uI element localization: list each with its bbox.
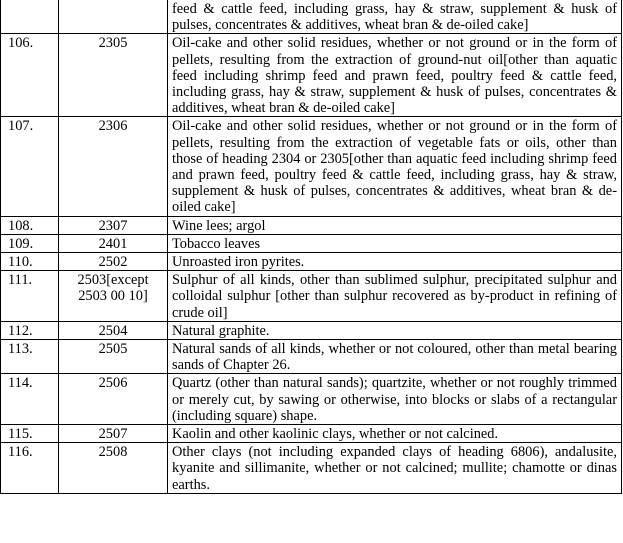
table-row [1,374,622,425]
table-row [1,443,622,494]
heading-code-cell: 2506 [59,374,168,425]
serial-number-cell [1,0,59,34]
serial-number-cell: 107. [1,117,59,216]
table-row [1,0,622,34]
description-cell: Kaolin and other kaolinic clays, whether or not calcined. [168,425,622,443]
serial-number-cell: 106. [1,34,59,117]
serial-number-cell: 116. [1,443,59,494]
table-row [1,253,622,271]
serial-number-cell: 111. [1,271,59,322]
description-cell: Wine lees; argol [168,216,622,234]
description-cell: Natural graphite. [168,321,622,339]
description-cell: Natural sands of all kinds, whether or not coloured, other than metal bearing sands of Chapter 26. [168,340,622,374]
heading-code-cell: 2505 [59,340,168,374]
description-cell: Unroasted iron pyrites. [168,253,622,271]
serial-number-cell: 112. [1,321,59,339]
serial-number-cell: 115. [1,425,59,443]
description-cell: Oil-cake and other solid residues, whether or not ground or in the form of pellets, resulting from the extraction of ground-nut oil[other than aquatic feed including shrimp feed and prawn feed, poultry feed & cattle feed, including grass, hay & straw, supplement & husk of pulses, concentrates & additives, wheat bran & de-oiled cake] [168,34,622,117]
serial-number-cell: 110. [1,253,59,271]
description-cell: Tobacco leaves [168,234,622,252]
description-cell: Other clays (not including expanded clays of heading 6806), andalusite, kyanite and sillimanite, whether or not calcined; mullite; chamotte or dinas earths. [168,443,622,494]
table-row [1,216,622,234]
heading-code-cell: 2507 [59,425,168,443]
table-row [1,321,622,339]
table-row [1,234,622,252]
heading-code-cell: 2503[except 2503 00 10] [59,271,168,322]
description-cell: Oil-cake and other solid residues, whether or not ground or in the form of pellets, resulting from the extraction of vegetable fats or oils, other than those of heading 2304 or 2305[other than aquatic feed including shrimp feed and prawn feed, poultry feed & cattle feed, including grass, hay & straw, supplement & husk of pulses, concentrates & additives, wheat bran & de-oiled cake] [168,117,622,216]
table-row [1,340,622,374]
heading-code-cell: 2504 [59,321,168,339]
serial-number-cell: 109. [1,234,59,252]
heading-code-cell: 2307 [59,216,168,234]
serial-number-cell: 114. [1,374,59,425]
table-row [1,271,622,322]
serial-number-cell: 113. [1,340,59,374]
heading-code-cell: 2306 [59,117,168,216]
heading-code-cell: 2401 [59,234,168,252]
description-cell: Quartz (other than natural sands); quartzite, whether or not roughly trimmed or merely cut, by sawing or otherwise, into blocks or slabs of a rectangular (including square) shape. [168,374,622,425]
description-cell: feed & cattle feed, including grass, hay & straw, supplement & husk of pulses, concentrates & additives, wheat bran & de-oiled cake] [168,0,622,34]
table-row [1,117,622,216]
heading-code-cell: 2508 [59,443,168,494]
heading-code-cell: 2305 [59,34,168,117]
heading-code-cell [59,0,168,34]
table-row [1,34,622,117]
serial-number-cell: 108. [1,216,59,234]
description-cell: Sulphur of all kinds, other than sublimed sulphur, precipitated sulphur and colloidal sulphur [other than sulphur recovered as by-product in refining of crude oil] [168,271,622,322]
table-row [1,425,622,443]
heading-code-cell: 2502 [59,253,168,271]
